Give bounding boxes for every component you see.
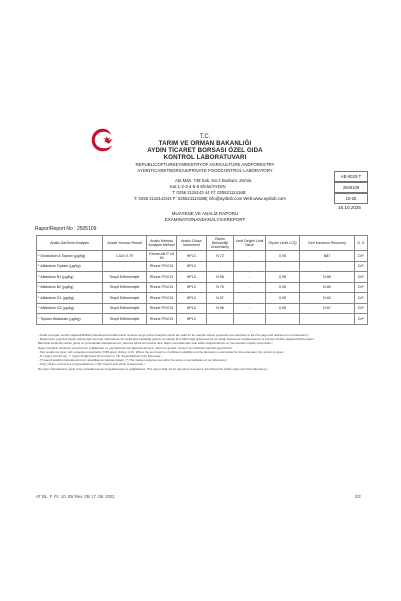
table-cell: D/Y xyxy=(355,303,368,314)
note-line: - Belgemizde uygunluk beyan edilmiş ilgili mevzuat, laboratuvarımız tarafından belirtildiği gıdanın ait olduğu ilk 5 NRLS ilgili gıdamevzuatı yer aldığı hususunun açıklanmasıdır ve tolerans limitleri değerlendirilmemiştir./ xyxy=(38,337,315,342)
table-cell: D/Y xyxy=(355,282,368,293)
report-number: Rapor/Report No : 2505109 xyxy=(35,226,97,232)
table-cell: 0,95 xyxy=(266,251,300,262)
table-cell: * Aflatoksin Toplam (µg/kg) xyxy=(37,261,103,272)
table-cell: 0,95 xyxy=(266,282,300,293)
table-cell: 0,95 xyxy=(266,293,300,304)
table-cell: N 87 xyxy=(300,303,355,314)
table-row xyxy=(37,282,368,293)
table-cell: * Aflatoksin G1 (µg/kg) xyxy=(37,293,103,304)
table-row xyxy=(37,314,368,325)
table-cell xyxy=(300,314,355,325)
table-row xyxy=(37,293,368,304)
table-cell: * Aflatoksin G2 (µg/kg) xyxy=(37,303,103,314)
table-cell: Rhone POV13 xyxy=(147,303,177,314)
table-cell: N 57 xyxy=(207,293,234,304)
lab-name: KONTROL LABORATUVARI xyxy=(163,154,247,161)
address-line-1: Ata Mah. 738 Sok. No:2 Bodrum, Zemin, xyxy=(175,178,253,183)
table-cell: Tespit Edilmemiştir xyxy=(103,282,147,293)
table-cell: * Aflatoksin B2 (µg/kg) xyxy=(37,282,103,293)
issue-date: 16.10.2025 xyxy=(338,205,361,210)
column-header: D. K xyxy=(355,236,368,251)
table-cell: D/Y xyxy=(355,314,368,325)
table-cell: Rhone AB-P 16 48 xyxy=(147,251,177,262)
table-cell: N 75 xyxy=(207,282,234,293)
ministry-name: TARIM VE ORMAN BAKANLIĞI xyxy=(158,140,252,147)
table-cell: D/Y xyxy=(355,293,368,304)
table-cell: HPLC xyxy=(177,303,207,314)
column-header: Limit Değeri Limit Value xyxy=(234,236,266,251)
address-line-2: Kat:1-2-3-4-5-6 Efeler/AYDIN xyxy=(170,184,226,189)
report-title-tr: MUAYENE VE ANALİZ RAPORU xyxy=(171,211,239,216)
table-cell: N 98 xyxy=(207,272,234,283)
column-header: Analiz Cihazı Instrument xyxy=(177,236,207,251)
table-cell: D/Y xyxy=(355,261,368,272)
table-cell: Tespit Edilmemiştir xyxy=(103,272,147,283)
note-line: - (*) İşaretli analizler laboratuvarımızın akreditasyon kapsamındadır. (*) The marked analyses are within the scope of accreditation of our laboratory./ xyxy=(38,358,227,363)
ministry-name-en: REPUBLICOFTURKEYMINISTRYOF AGRICULTURE ANDFORESTRY xyxy=(135,162,275,167)
table-row xyxy=(37,303,368,314)
note-line: Bu rapor, laboratuvarın yazılı onayı olmadan kısmen kopyalanamaz ve çoğaltılamaz. This report shall not be reproduced except in full without the written approval of the laboratory./ xyxy=(38,366,268,371)
column-header: Ölçüm Limiti LOQ xyxy=(266,236,300,251)
table-cell xyxy=(234,314,266,325)
note-line: Rapor içeriğinin tamamen veya kısmen çoğaltılması ve yayınlanması için laboratuvarımızın yazılı izni gerekir. Imzasız ve mühürsüz raporlar geçersizdir./ xyxy=(38,345,233,350)
table-cell: HPLC xyxy=(177,293,207,304)
table-cell: * Aflatoksin B1 (µg/kg) xyxy=(37,272,103,283)
table-cell: N 72 xyxy=(207,251,234,262)
table-row xyxy=(37,261,368,272)
table-cell: Tespit Edilmemiştir xyxy=(103,303,147,314)
report-no-box: 2505109 xyxy=(334,182,368,193)
table-cell: Rhone POV13 xyxy=(147,314,177,325)
contact-line: T: 0256 2116143/44 F: 02562111418B| info@aydtob.com Web:www.aydtob.com xyxy=(134,196,286,201)
table-cell: Rhone POV13 xyxy=(147,272,177,283)
table-cell: - xyxy=(234,282,266,293)
table-cell: HPLC xyxy=(177,314,207,325)
table-cell: D/Y xyxy=(355,251,368,262)
table-cell: HPLC xyxy=(177,261,207,272)
doc-code-box: AB-0033-T xyxy=(334,171,368,182)
notes-block xyxy=(38,333,368,371)
table-cell: N 82 xyxy=(300,293,355,304)
report-title-en: EXAMINATIONANDANALYSISREPORT xyxy=(164,217,246,222)
note-line: - Test results are given with expanded uncertainty (%95 güven düzeyi, k=2). Where the test result is of sufficient reliability and the laboratory is accredited for the parameter, the opinion is given./ xyxy=(38,349,285,354)
table-cell: * Okratoksin A Toplam (µg/kg) xyxy=(37,251,103,262)
table-cell: 1.62± 0.79 xyxy=(103,251,147,262)
table-cell: - xyxy=(266,261,300,272)
ministry-emblem-icon xyxy=(88,125,118,155)
table-cell: - xyxy=(300,261,355,272)
note-line: - Analiz sonuçları tecrübî sağlanabilirlikleri laboratuvarımızdaki teknik numune sorgu grubu/ Analysis results are valid for the sample whose properties are specified on the first page and delivered to our laboratory./ xyxy=(38,333,309,337)
column-header: Analiz Sonucu Result xyxy=(103,236,147,251)
table-cell: 0,95 xyxy=(266,303,300,314)
table-cell: N 98 xyxy=(207,303,234,314)
table-cell: - xyxy=(207,261,234,272)
table-cell: N 80 xyxy=(300,282,355,293)
table-cell: - xyxy=(234,272,266,283)
page-number: 2/2 xyxy=(355,494,361,499)
address-line-3: T: 0256 2116143 44 Ff: 02562111416B xyxy=(172,190,246,195)
column-header: Analiz Adı/İlmin Analysis xyxy=(37,236,103,251)
table-cell xyxy=(207,314,234,325)
table-cell: - xyxy=(234,293,266,304)
results-table xyxy=(36,235,368,325)
table-cell: - xyxy=(234,251,266,262)
table-row xyxy=(37,251,368,262)
header-tc: T.C. xyxy=(199,134,211,140)
column-header: Geri Kazanım Recovery xyxy=(300,236,355,251)
lab-name-en: AYDINTICARETBORSASIPRIVATE FOODCONTROL LABORATORY xyxy=(137,168,273,173)
table-cell: N 86 xyxy=(300,272,355,283)
table-cell: Tespit Edilmemiştir xyxy=(103,314,147,325)
note-line: - LOQ: Ölçüm Limiti (Limit of Quantification), LOD: Tespit Limiti (Limit of Detection)./ xyxy=(38,362,145,367)
note-line: Belirsizlik kuralında verilen görüş ve yorumlardan laboratuvarımız yalnızca teknik sorumluluk taşır. Rapor sonuçlarından elde edilen değerlendirme ve yorumlardan müşteri sorumludur./ xyxy=(38,341,273,346)
table-cell: N87 xyxy=(300,251,355,262)
table-cell: 0,95 xyxy=(266,272,300,283)
table-cell: * Toplam Aflatoksin (µg/kg) xyxy=(37,314,103,325)
table-cell: Rhone POV13 xyxy=(147,282,177,293)
exchange-name: AYDIN TİCARET BORSASI ÖZEL GIDA xyxy=(147,147,263,154)
table-header-row xyxy=(37,236,368,251)
table-cell: Tespit Edilmemiştir xyxy=(103,293,147,304)
table-cell: D/Y xyxy=(355,272,368,283)
form-code-footer: AT BL. F. P.r. 10. 05/ Rev. 05/ 17. 08. 2022 xyxy=(36,494,115,499)
table-cell: - xyxy=(234,261,266,272)
table-cell: HPLC xyxy=(177,272,207,283)
table-cell xyxy=(266,314,300,325)
note-line: - D: Uygun (Conforms), Y: Uygun Değil (Does Not Conform), TE: Tespit Edilmedi (Not Detected)./ xyxy=(38,354,162,359)
revision-box: 10-25 xyxy=(334,193,368,204)
table-cell: HPLC xyxy=(177,251,207,262)
table-cell: - xyxy=(103,261,147,272)
table-cell: Rhone POV13 xyxy=(147,261,177,272)
column-header: Ölçüm Belirsizliği Uncertainty xyxy=(207,236,234,251)
table-cell: HPLC xyxy=(177,282,207,293)
column-header: Analiz Metodu Analysis Method xyxy=(147,236,177,251)
table-cell: - xyxy=(234,303,266,314)
table-cell: Rhone POV13 xyxy=(147,293,177,304)
table-row xyxy=(37,272,368,283)
